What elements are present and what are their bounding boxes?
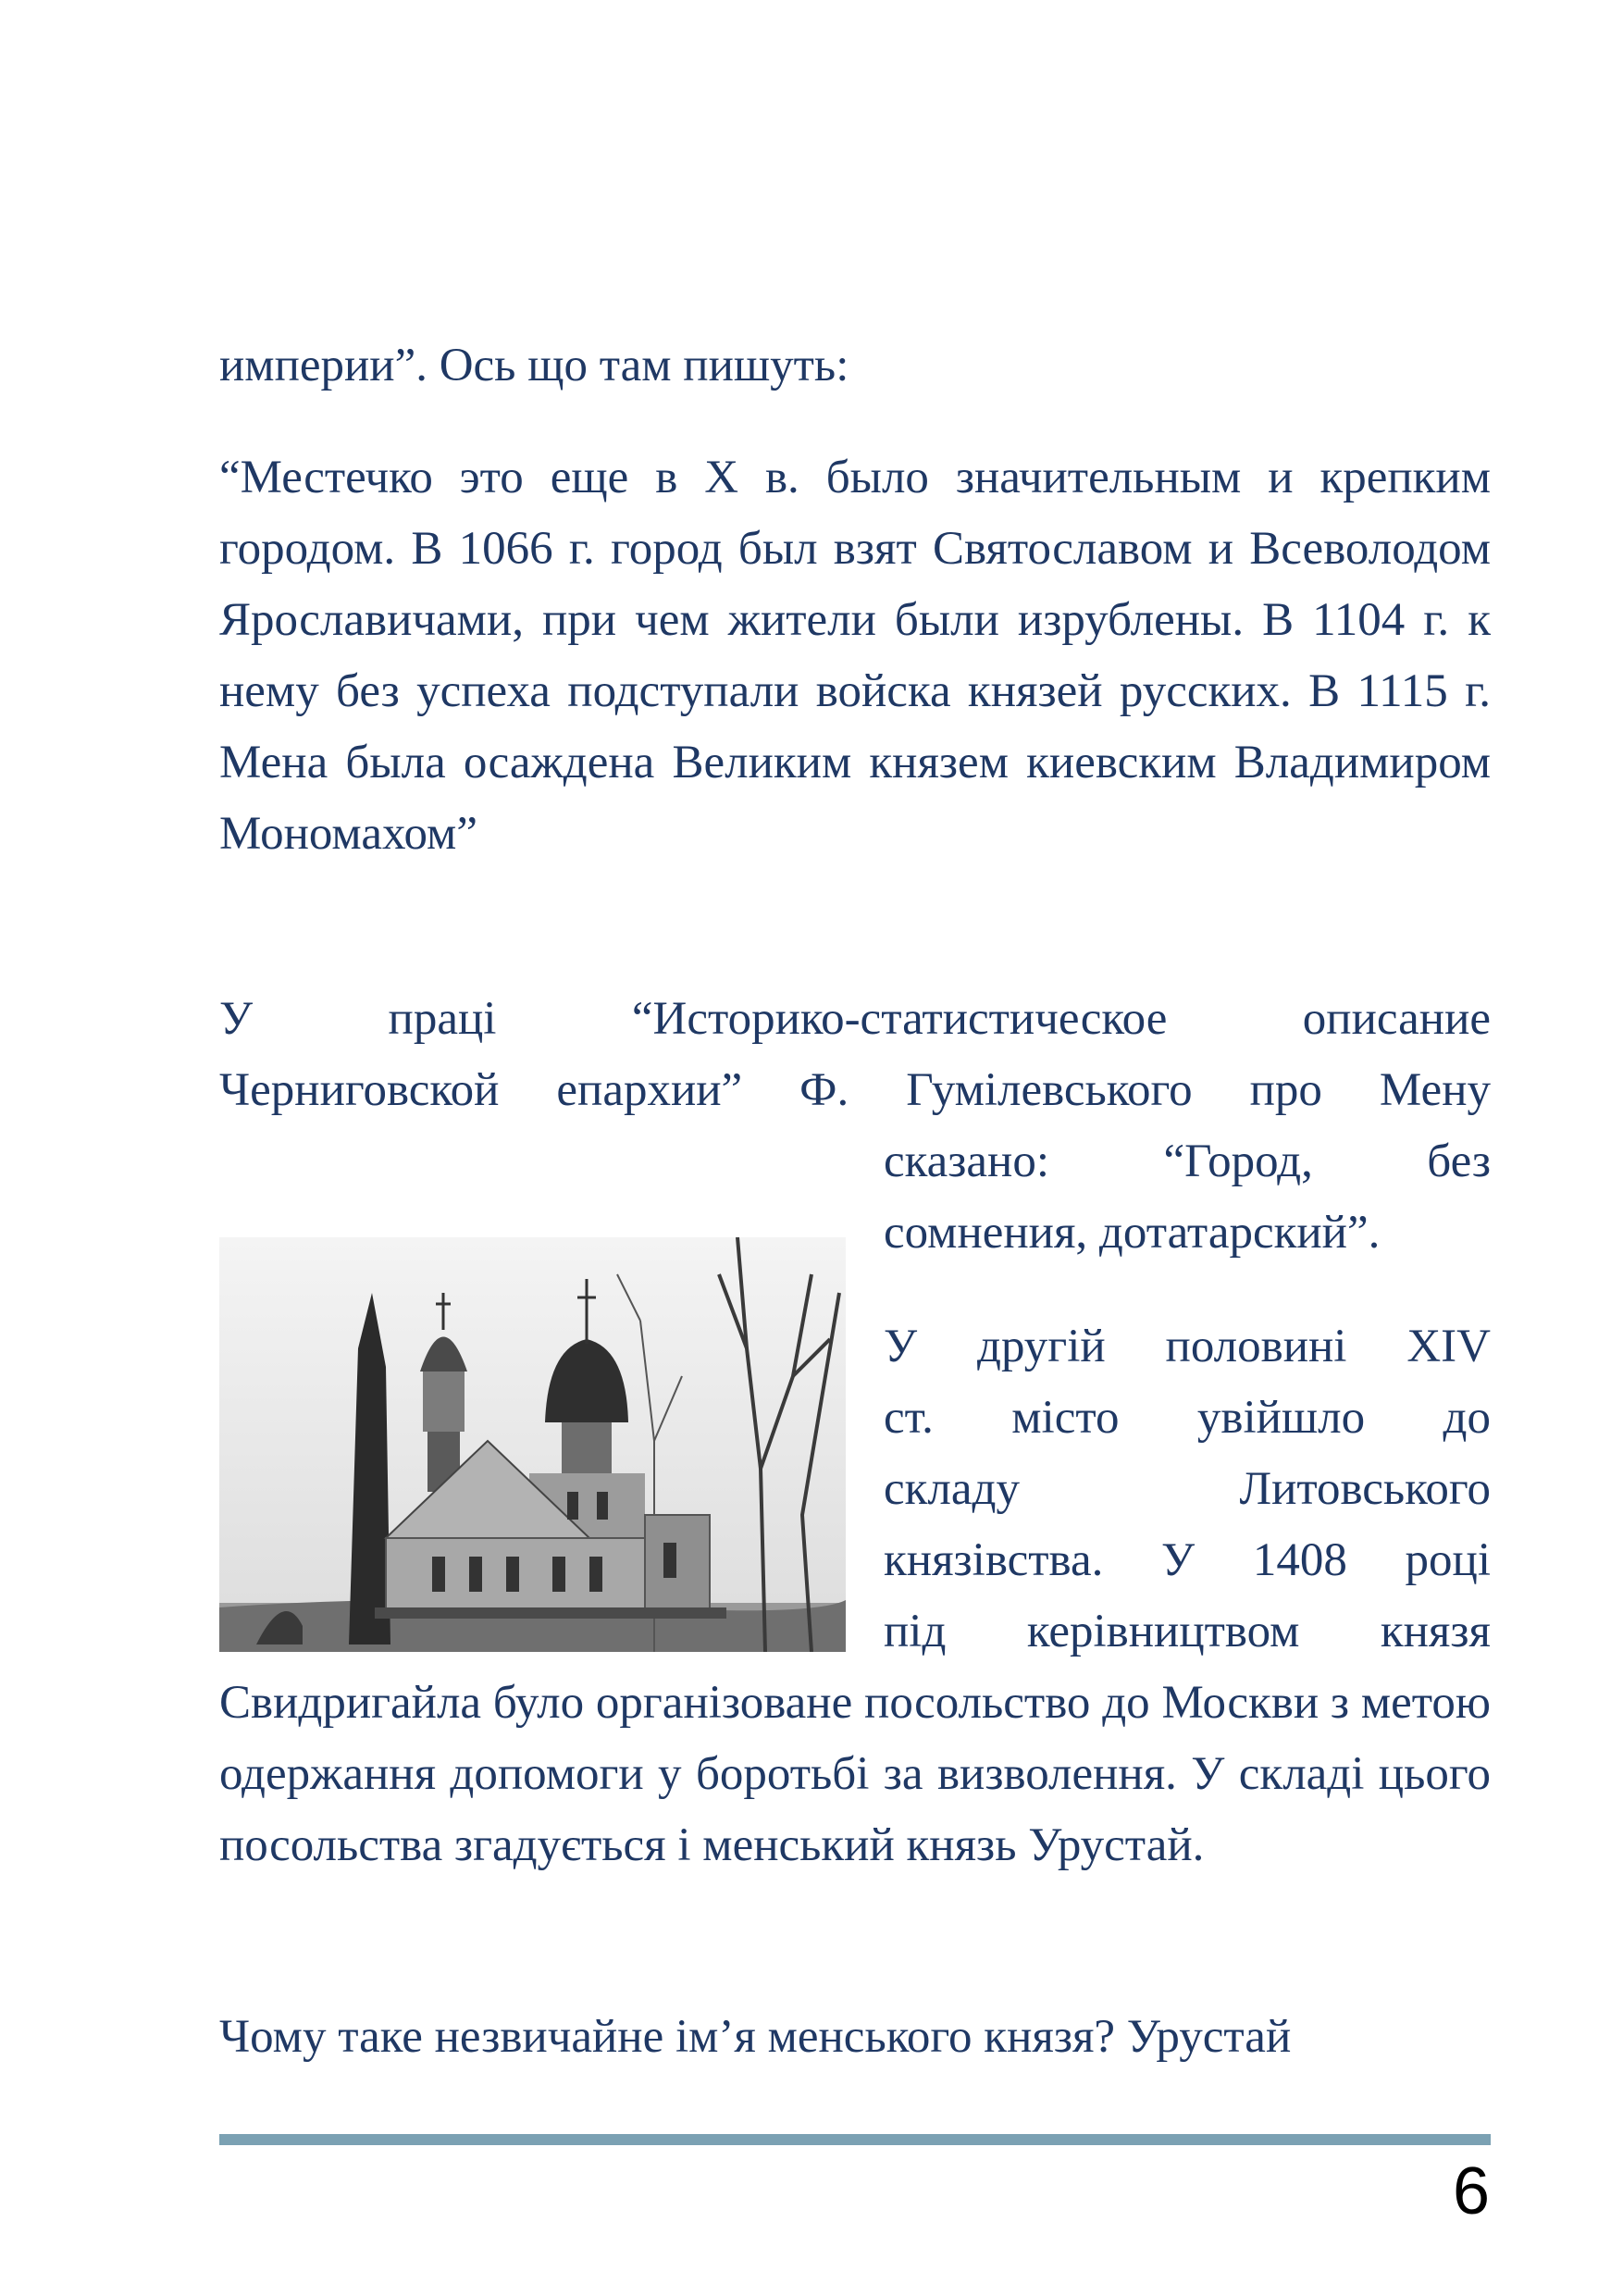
church-photo xyxy=(219,1237,846,1652)
paragraph-gumilevsky-line-2: Черниговской епархии” Ф. Гумілевського про Мену xyxy=(219,1064,1491,1116)
paragraph-lithuania-side-1: У другій половині XIV xyxy=(884,1321,1491,1372)
paragraph-intro: империи”. Ось що там пишуть: xyxy=(219,340,849,391)
paragraph-gumilevsky-side-1: сказано: “Город, без xyxy=(884,1136,1491,1187)
page-number: 6 xyxy=(1452,2154,1490,2228)
paragraph-lithuania-side-2: ст. місто увійшло до xyxy=(884,1392,1491,1444)
paragraph-lithuania-side-5: під керівництвом князя xyxy=(884,1606,1491,1657)
church-illustration xyxy=(219,1237,846,1652)
paragraph-gumilevsky-line-1: У праці “Историко-статистическое описание xyxy=(219,993,1491,1045)
paragraph-lithuania-rest: Свидригайла було організоване посольство до Москви з метою одержання допомоги у боротьбі за визволення. У складі цього посольства згадується і менський князь Урустай. xyxy=(219,1677,1491,1871)
paragraph-urustai: Чому таке незвичайне ім’я менського князя? Урустай xyxy=(219,2011,1292,2063)
paragraph-quote-encyclopedia: “Местечко это еще в X в. было значительным и крепким городом. В 1066 г. город был взят Святославом и Всеволодом Ярославичами, при чем жители были изрублены. В 1104 г. к нему без успеха подступали войска князей русских. В 1115 г. Мена была осаждена Великим князем киевским Владимиром Мономахом” xyxy=(219,452,1491,860)
paragraph-gumilevsky-side-2: сомнения, дотатарский”. xyxy=(884,1207,1381,1259)
paragraph-lithuania-side-3: складу Литовського xyxy=(884,1463,1491,1515)
paragraph-lithuania-side-4: князівства. У 1408 році xyxy=(884,1534,1491,1586)
footer-divider xyxy=(219,2134,1491,2145)
